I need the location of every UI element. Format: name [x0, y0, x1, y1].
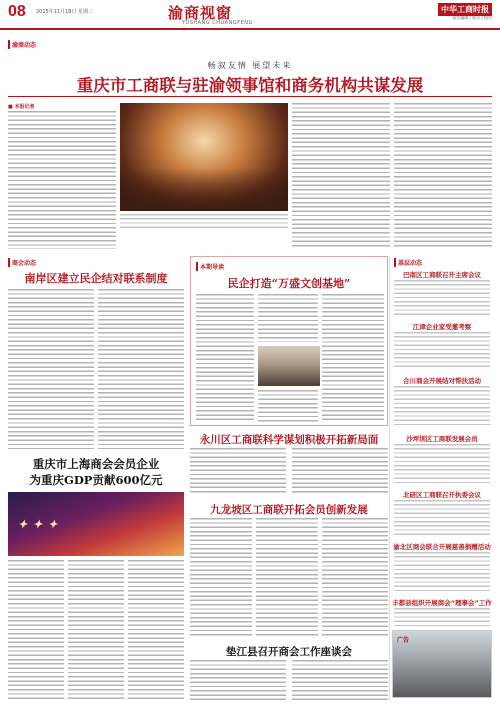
left-lower-body-col2	[68, 560, 124, 700]
center-headline: 民企打造“万盛文创基地”	[227, 277, 351, 290]
left-mid-body-col1	[8, 289, 94, 449]
center-headline-c: 垫江县召开商会工作座谈会	[226, 646, 352, 658]
top-headline: 重庆市工商联与驻渝领事馆和商务机构共谋发展	[76, 76, 424, 95]
right-item-body	[394, 332, 490, 370]
stage-banner-icon: ✦ ✦ ✦	[18, 518, 59, 531]
left-lower-body-col3	[128, 560, 184, 700]
top-rule	[8, 96, 492, 97]
section-tag-top: 渝商动态	[8, 40, 36, 49]
center-headline-a: 永川区工商联科学谋划积极开拓新局面	[199, 434, 379, 446]
center-body-col2a	[258, 294, 318, 342]
paper-name: 中华工商时报	[438, 3, 492, 16]
advert-label: 广告	[397, 637, 410, 644]
right-item-title: 沙坪坝区工商联发展会员	[406, 435, 478, 443]
right-item-body	[394, 608, 490, 626]
center-a-body-col2	[292, 448, 388, 494]
right-item-title: 江津企业家受邀考察	[412, 323, 472, 331]
center-body-col3	[322, 294, 384, 422]
top-body-col4	[394, 103, 492, 249]
center-body-col1	[196, 294, 254, 422]
right-item-title: 巴南区工商联召开主席会议	[403, 271, 481, 279]
top-body-col1	[8, 111, 116, 249]
right-column-divider	[389, 256, 390, 700]
section-tag-center: 本期导读	[196, 262, 224, 271]
banquet-photo	[120, 103, 288, 211]
right-item-title: 丰都县组织开展商会“理事会”工作	[392, 599, 492, 607]
banquet-caption	[120, 214, 288, 228]
left-lower-headline-2: 为重庆GDP贡献600亿元	[29, 473, 163, 487]
page-title: 渝商视窗	[168, 4, 233, 22]
center-headline-b: 九龙坡区工商联开拓会员创新发展	[210, 504, 368, 516]
right-item-title: 渝北区商会联合开展慈善捐赠活动	[393, 543, 491, 551]
center-b-body-col2	[256, 518, 318, 636]
section-tag-right: 基层动态	[394, 258, 422, 267]
top-body-col3	[292, 103, 390, 249]
right-item-body	[394, 552, 490, 592]
center-body-col2b	[258, 390, 318, 422]
left-lower-headline-1: 重庆市上海商会会员企业	[32, 457, 160, 471]
advert-block	[392, 630, 492, 698]
center-a-body-col1	[190, 448, 286, 494]
center-c-body-col2	[292, 660, 388, 700]
page-subtitle: YUSHANG CHUANGFENG	[182, 20, 253, 26]
top-byline: ■ 本报记者	[8, 104, 35, 110]
page-number: 08	[8, 3, 26, 20]
center-c-body-col1	[190, 660, 286, 700]
stage-photo	[8, 492, 184, 556]
left-mid-headline: 南岸区建立民企结对联系制度	[24, 272, 168, 285]
right-item-title: 北碚区工商联召开执委会议	[403, 491, 481, 499]
section-tag-left: 商会动态	[8, 258, 36, 267]
right-item-body	[394, 500, 490, 536]
center-b-body-col1	[190, 518, 252, 636]
issue-date: 2015年11月18日 星期三	[36, 9, 94, 15]
top-kicker: 畅叙友情 展望未来	[207, 61, 293, 70]
left-lower-body-col1	[8, 560, 64, 700]
editor-credits: 责任编辑 / 版式 / 校对	[452, 15, 492, 20]
right-item-body	[394, 444, 490, 484]
meeting-photo	[258, 346, 320, 386]
right-item-body	[394, 386, 490, 428]
left-mid-body-col2	[98, 289, 184, 449]
right-item-body	[394, 280, 490, 316]
right-item-title: 合川商会开展结对帮扶活动	[403, 377, 481, 385]
masthead	[0, 0, 500, 30]
center-b-body-col3	[322, 518, 388, 636]
